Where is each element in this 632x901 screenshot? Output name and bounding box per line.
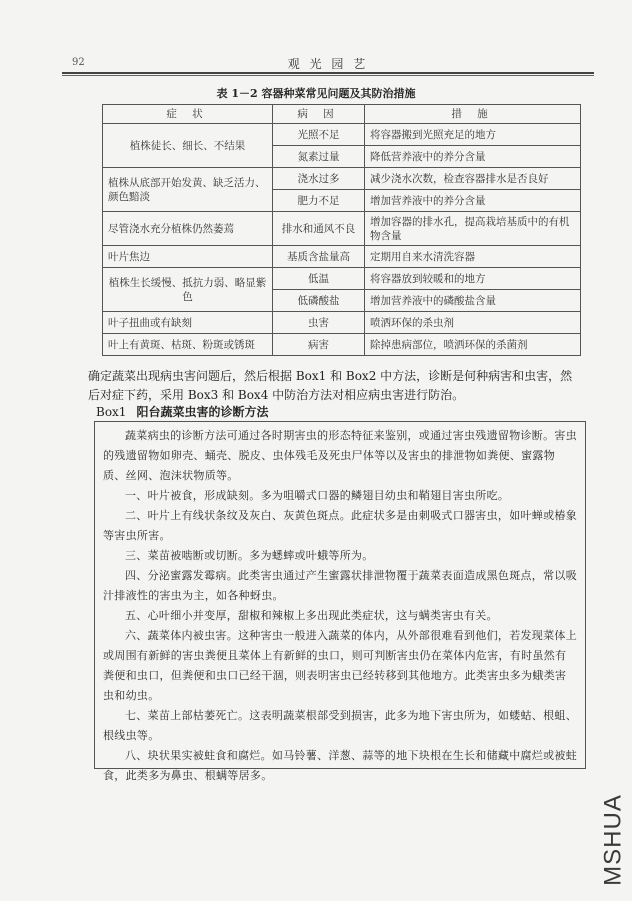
- table-row: [103, 312, 581, 334]
- page-number: 92: [72, 57, 85, 68]
- measure-cell: 定期用自来水清洗容器: [365, 246, 581, 268]
- symptom-cell: 植株徒长、细长、不结果: [103, 124, 273, 168]
- symptom-cell: 叶片焦边: [103, 246, 273, 268]
- box1-paragraph: 八、块状果实被蛀食和腐烂。如马铃薯、洋葱、蒜等的地下块根在生长和储藏中腐烂或被蛀食，此类多为鼻虫、根螨等居多。: [103, 749, 577, 782]
- watermark-logo: [598, 790, 628, 890]
- measure-cell: 减少浇水次数，检查容器排水是否良好: [365, 168, 581, 190]
- table-row: [103, 212, 581, 246]
- box1-paragraph: 二、叶片上有线状条纹及灰白、灰黄色斑点。此症状多是由刺吸式口器害虫，如叶蝉或椿象等害虫所害。: [103, 509, 577, 542]
- cause-cell: 氮素过量: [273, 146, 365, 168]
- cause-cell: 浇水过多: [273, 168, 365, 190]
- cause-cell: 基质含盐量高: [273, 246, 365, 268]
- box1-title-text: 阳台蔬菜虫害的诊断方法: [136, 405, 269, 419]
- column-header-cause: 病 因: [273, 105, 365, 124]
- box1-paragraph: 六、蔬菜体内被虫害。这种害虫一般进入蔬菜的体内，从外部很难看到他们，若发现菜体上或周围有新鲜的害虫粪便且菜体上有新鲜的虫口，则可判断害虫仍在菜体内危害，有时虽然有粪便和虫口，但粪便和虫口已经干涸，则表明害虫已经转移到其他地方。此类害虫多为蛾类害虫和幼虫。: [103, 629, 577, 702]
- box1-number: Box1: [96, 405, 127, 419]
- table-row: [103, 246, 581, 268]
- column-header-measure: 措 施: [365, 105, 581, 124]
- measure-cell: 喷洒环保的杀虫剂: [365, 312, 581, 334]
- header-rule-thin: [62, 75, 594, 76]
- problem-table: [102, 104, 581, 356]
- measure-cell: 增加营养液中的磷酸盐含量: [365, 290, 581, 312]
- symptom-cell: 植株生长缓慢、抵抗力弱、略显紫色: [103, 268, 273, 312]
- cause-cell: 低磷酸盐: [273, 290, 365, 312]
- box1-content: [94, 421, 586, 782]
- header-rule-thick: [62, 72, 594, 74]
- measure-cell: 增加容器的排水孔，提高栽培基质中的有机物含量: [365, 212, 581, 246]
- measure-cell: 除掉患病部位，喷洒环保的杀菌剂: [365, 334, 581, 356]
- watermark-text: MSHUA: [599, 794, 627, 886]
- cause-cell: 低温: [273, 268, 365, 290]
- measure-cell: 增加营养液中的养分含量: [365, 190, 581, 212]
- box1-title: [96, 403, 268, 420]
- table-row: [103, 124, 581, 146]
- measure-cell: 将容器搬到光照充足的地方: [365, 124, 581, 146]
- cause-cell: 排水和通风不良: [273, 212, 365, 246]
- box1-paragraph: 七、菜苗上部枯萎死亡。这表明蔬菜根部受到损害，此多为地下害虫所为，如蝼蛄、根蛆、根线虫等。: [103, 709, 577, 742]
- measure-cell: 将容器放到较暖和的地方: [365, 268, 581, 290]
- table-row: [103, 268, 581, 290]
- table-row: [103, 334, 581, 356]
- cause-cell: 光照不足: [273, 124, 365, 146]
- box1-paragraph: 四、分泌蜜露发霉病。此类害虫通过产生蜜露状排泄物覆于蔬菜表面造成黑色斑点，常以吸汁排液性的害虫为主，如各种蚜虫。: [103, 569, 577, 602]
- symptom-cell: 叶上有黄斑、枯斑、粉斑或锈斑: [103, 334, 273, 356]
- table-caption: 表 1－2 容器种菜常见问题及其防治措施: [216, 87, 416, 100]
- running-header: [62, 55, 594, 73]
- box1-paragraph: 蔬菜病虫的诊断方法可通过各时期害虫的形态特征来鉴别，或通过害虫残遗留物诊断。害虫的残遗留物如卵壳、蛹壳、脱皮、虫体残毛及死虫尸体等以及害虫的排泄物如粪便、蜜露物质、丝网、泡沫状物质等。: [103, 429, 577, 482]
- measure-cell: 降低营养液中的养分含量: [365, 146, 581, 168]
- table-row: [103, 168, 581, 190]
- cause-cell: 虫害: [273, 312, 365, 334]
- column-header-symptom: 症 状: [103, 105, 273, 124]
- cause-cell: 肥力不足: [273, 190, 365, 212]
- box1-paragraph: 三、菜苗被啮断或切断。多为蟋蟀或叶蛾等所为。: [125, 549, 374, 562]
- box1-paragraph: 五、心叶细小并变厚，甜椒和辣椒上多出现此类症状，这与螨类害虫有关。: [125, 609, 498, 622]
- book-title: 观 光 园 艺: [287, 57, 369, 71]
- symptom-cell: 尽管浇水充分植株仍然萎蔫: [103, 212, 273, 246]
- cause-cell: 病害: [273, 334, 365, 356]
- intro-paragraph: 确定蔬菜出现病虫害问题后，然后根据 Box1 和 Box2 中方法，诊断是何种病害和虫害，然后对症下药，采用 Box3 和 Box4 中防治方法对相应病虫害进行防治。: [88, 369, 573, 402]
- table-header-row: [103, 105, 581, 124]
- symptom-cell: 植株从底部开始发黄、缺乏活力、颜色黯淡: [103, 168, 273, 212]
- box1-paragraph: 一、叶片被食，形成缺刻。多为咀嚼式口器的鳞翅目幼虫和鞘翅目害虫所吃。: [125, 489, 510, 502]
- symptom-cell: 叶子扭曲或有缺刻: [103, 312, 273, 334]
